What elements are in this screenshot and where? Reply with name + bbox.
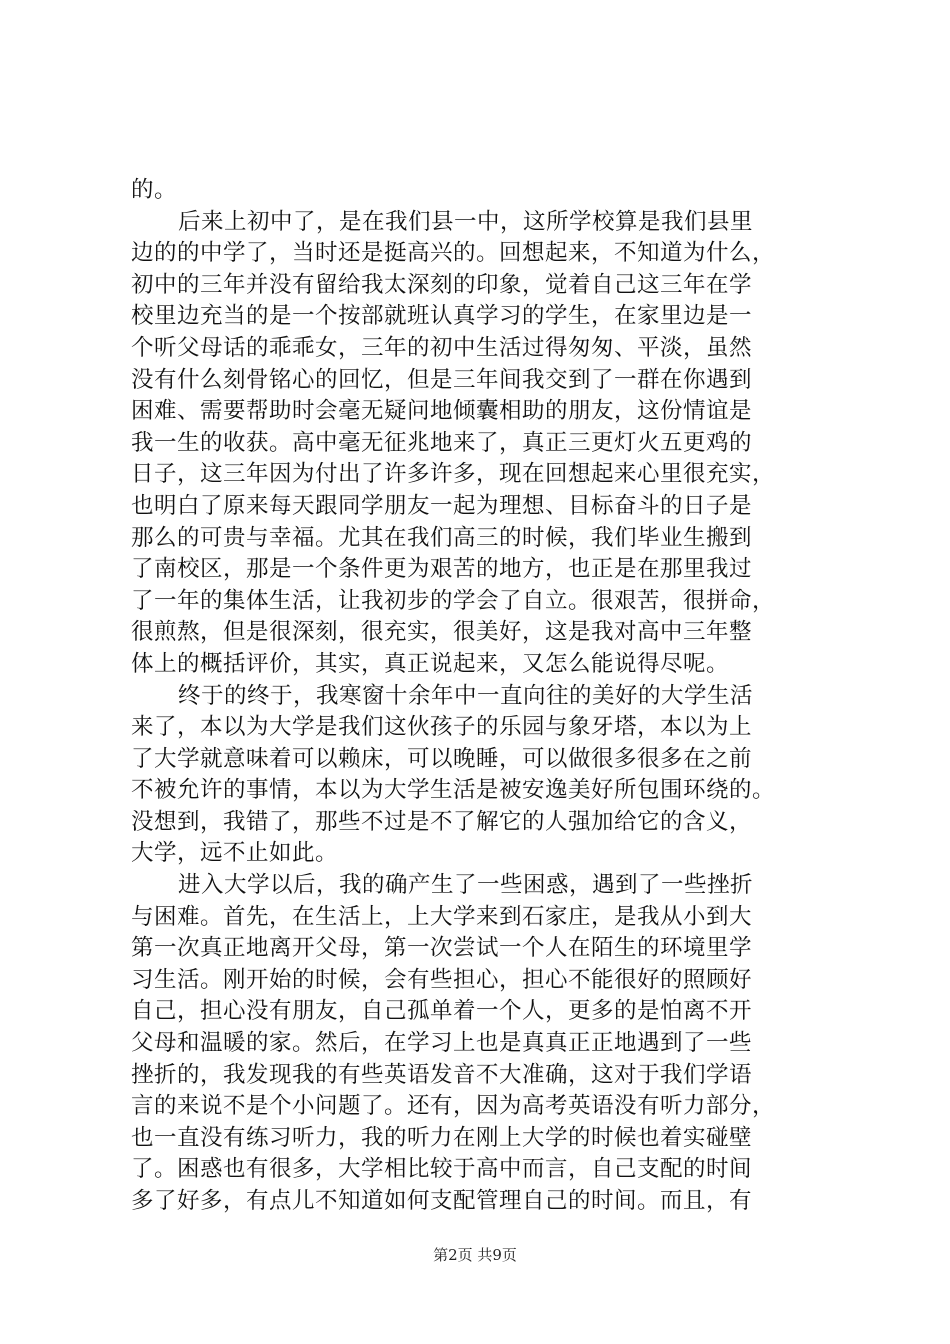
page-number-label: 第2页 共9页 bbox=[433, 1246, 517, 1264]
text-line: 边的的中学了，当时还是挺高兴的。回想起来，不知道为什么， bbox=[131, 240, 776, 267]
text-line: 我一生的收获。高中毫无征兆地来了，真正三更灯火五更鸡的 bbox=[131, 429, 753, 456]
text-line: 的。 bbox=[131, 177, 178, 203]
text-line: 来了，本以为大学是我们这伙孩子的乐园与象牙塔，本以为上 bbox=[131, 714, 753, 741]
text-line: 了南校区，那是一个条件更为艰苦的地方，也正是在那里我过 bbox=[131, 556, 753, 583]
text-line: 也明白了原来每天跟同学朋友一起为理想、目标奋斗的日子是 bbox=[131, 492, 753, 519]
text-line: 习生活。刚开始的时候，会有些担心，担心不能很好的照顾好 bbox=[131, 966, 753, 993]
text-line: 很煎熬，但是很深刻，很充实，很美好，这是我对高中三年整 bbox=[131, 619, 753, 646]
text-line: 大学，远不止如此。 bbox=[131, 840, 339, 867]
text-line: 个听父母话的乖乖女，三年的初中生活过得匆匆、平淡，虽然 bbox=[131, 334, 753, 361]
text-line: 自己，担心没有朋友，自己孤单着一个人，更多的是怕离不开 bbox=[131, 998, 753, 1025]
text-line: 初中的三年并没有留给我太深刻的印象，觉着自己这三年在学 bbox=[131, 271, 753, 298]
text-line: 也一直没有练习听力，我的听力在刚上大学的时候也着实碰壁 bbox=[131, 1124, 753, 1151]
text-line: 困难、需要帮助时会毫无疑问地倾囊相助的朋友，这份情谊是 bbox=[131, 398, 753, 425]
text-line: 挫折的，我发现我的有些英语发音不大准确，这对于我们学语 bbox=[131, 1061, 753, 1088]
text-line: 父母和温暖的家。然后，在学习上也是真真正正地遇到了一些 bbox=[131, 1030, 753, 1057]
text-line: 了一年的集体生活，让我初步的学会了自立。很艰苦，很拼命， bbox=[131, 587, 776, 614]
text-line: 第一次真正地离开父母，第一次尝试一个人在陌生的环境里学 bbox=[131, 935, 753, 962]
text-line: 与困难。首先，在生活上，上大学来到石家庄，是我从小到大 bbox=[131, 903, 753, 930]
body-text bbox=[131, 175, 831, 1218]
text-line: 终于的终于，我寒窗十余年中一直向往的美好的大学生活 bbox=[178, 682, 754, 709]
text-line: 言的来说不是个小问题了。还有，因为高考英语没有听力部分， bbox=[131, 1093, 776, 1120]
text-line: 多了好多，有点儿不知道如何支配管理自己的时间。而且，有 bbox=[131, 1188, 753, 1214]
text-line: 进入大学以后，我的确产生了一些困惑，遇到了一些挫折 bbox=[178, 872, 754, 899]
page-footer bbox=[0, 1244, 950, 1265]
text-line: 了。困惑也有很多，大学相比较于高中而言，自己支配的时间 bbox=[131, 1156, 753, 1183]
text-line: 没有什么刻骨铭心的回忆，但是三年间我交到了一群在你遇到 bbox=[131, 366, 753, 393]
text-line: 没想到，我错了，那些不过是不了解它的人强加给它的含义， bbox=[131, 808, 753, 835]
text-line: 了大学就意味着可以赖床，可以晚睡，可以做很多很多在之前 bbox=[131, 745, 753, 772]
text-line: 日子，这三年因为付出了许多许多，现在回想起来心里很充实， bbox=[131, 461, 776, 488]
text-line: 后来上初中了，是在我们县一中，这所学校算是我们县里 bbox=[178, 208, 754, 235]
text-line: 体上的概括评价，其实，真正说起来，又怎么能说得尽呢。 bbox=[131, 650, 730, 677]
text-line: 那么的可贵与幸福。尤其在我们高三的时候，我们毕业生搬到 bbox=[131, 524, 753, 551]
text-line: 校里边充当的是一个按部就班认真学习的学生，在家里边是一 bbox=[131, 303, 753, 330]
text-line: 不被允许的事情，本以为大学生活是被安逸美好所包围环绕的。 bbox=[131, 777, 776, 804]
